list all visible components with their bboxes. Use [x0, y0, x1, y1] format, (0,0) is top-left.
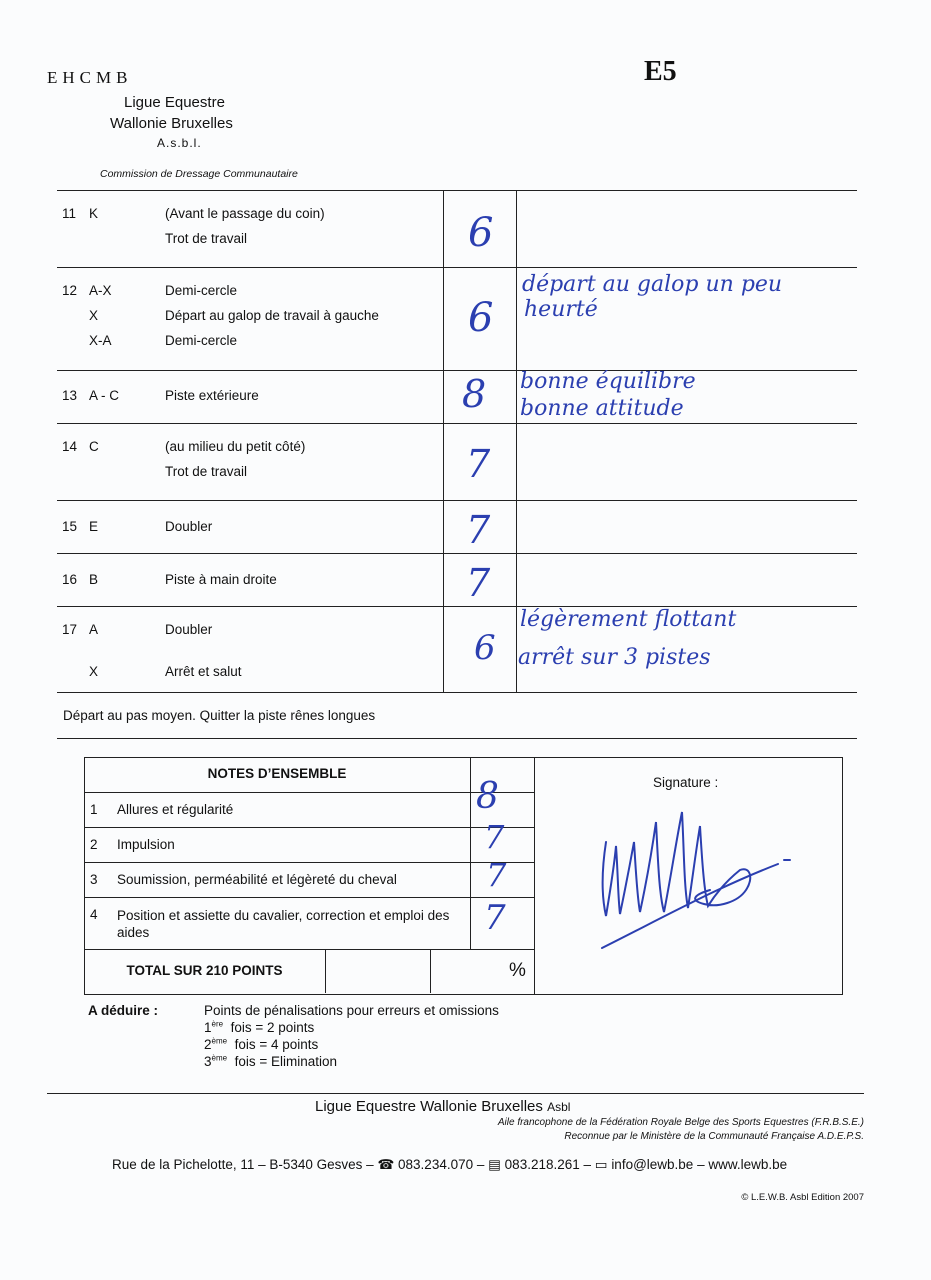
footer-copyright: © L.E.W.B. Asbl Edition 2007	[741, 1192, 864, 1203]
computer-icon: ▭	[594, 1157, 608, 1172]
row-divider	[57, 423, 857, 424]
movement-letters: A - C	[89, 388, 120, 403]
ensemble-divider	[84, 949, 534, 950]
movement-letters: A-X	[89, 283, 112, 298]
commission-label: Commission de Dressage Communautaire	[100, 168, 298, 180]
signature-label: Signature :	[653, 775, 719, 790]
movement-score[interactable]: 7	[466, 561, 491, 605]
ensemble-score[interactable]: 7	[486, 856, 507, 894]
ensemble-item-label: Impulsion	[117, 837, 175, 852]
movement-number: 11	[62, 206, 77, 221]
test-code: E5	[644, 56, 677, 87]
movement-letters: X	[89, 308, 99, 323]
judge-signature[interactable]	[592, 790, 802, 955]
movement-number: 17	[62, 622, 78, 637]
movement-number: 12	[62, 283, 78, 298]
movement-letters: E	[89, 519, 99, 534]
judge-comment[interactable]: légèrement flottant	[520, 607, 737, 632]
footer-org: Ligue Equestre Wallonie Bruxelles Asbl	[315, 1098, 571, 1115]
movement-letters: X	[89, 664, 99, 679]
footer-contact: Rue de la Pichelotte, 11 – B-5340 Gesves – ☎ 083.234.070 – ▤ 083.218.261 – ▭ info@lewb.be – www.lewb.be	[112, 1157, 788, 1172]
row-divider	[57, 370, 857, 371]
movement-text: Doubler	[165, 622, 213, 637]
phone-icon: ☎	[377, 1157, 395, 1172]
movement-score[interactable]: 6	[468, 210, 494, 256]
deduction-rule: 3ème fois = Elimination	[204, 1053, 338, 1069]
judge-comment[interactable]: heurté	[524, 297, 598, 322]
exit-instruction: Départ au pas moyen. Quitter la piste rênes longues	[63, 708, 376, 723]
movement-letters: K	[89, 206, 99, 221]
ensemble-divider	[84, 897, 534, 898]
row-divider	[57, 692, 857, 693]
row-divider	[57, 553, 857, 554]
footer-recognition: Reconnue par le Ministère de la Communauté Française A.D.E.P.S.	[564, 1131, 864, 1142]
ensemble-item-number: 3	[90, 872, 98, 887]
row-divider	[57, 267, 857, 268]
total-cell-divider	[325, 949, 326, 993]
score-column-right-border	[516, 190, 517, 692]
movement-text: Piste à main droite	[165, 572, 277, 587]
footer-affiliation: Aile francophone de la Fédération Royale Belge des Sports Equestres (F.R.B.S.E.)	[497, 1117, 864, 1128]
ensemble-divider	[84, 827, 534, 828]
movement-text: (au milieu du petit côté)	[165, 439, 306, 454]
movement-text: Doubler	[165, 519, 213, 534]
org-name-line1: Ligue Equestre	[124, 94, 225, 111]
ensemble-title: NOTES D’ENSEMBLE	[207, 766, 347, 781]
ensemble-divider	[84, 792, 534, 793]
movement-number: 14	[62, 439, 78, 454]
ensemble-item-number: 4	[90, 907, 98, 922]
ensemble-score[interactable]: 7	[484, 818, 505, 856]
exit-rule	[57, 738, 857, 739]
ensemble-item-number: 1	[90, 802, 98, 817]
ensemble-score-right-border	[534, 757, 535, 994]
movement-letters: B	[89, 572, 99, 587]
deduction-rule: 2ème fois = 4 points	[204, 1036, 319, 1052]
movement-score[interactable]: 6	[474, 628, 496, 668]
judge-comment[interactable]: bonne attitude	[520, 396, 684, 421]
movement-text: Demi-cercle	[165, 333, 238, 348]
org-code: EHCMB	[47, 68, 133, 87]
deductions-text: Points de pénalisations pour erreurs et omissions	[204, 1003, 499, 1018]
movement-letters: X-A	[89, 333, 112, 348]
ensemble-score[interactable]: 8	[476, 776, 499, 817]
ensemble-item-label: Position et assiette du cavalier, correction et emploi des aides	[117, 908, 450, 940]
movement-score[interactable]: 7	[466, 442, 491, 486]
fax-icon: ▤	[488, 1157, 501, 1172]
movement-text: Trot de travail	[165, 464, 248, 479]
deduction-rule: 1ère fois = 2 points	[204, 1019, 315, 1035]
contact-email-web[interactable]: info@lewb.be – www.lewb.be	[611, 1157, 788, 1172]
ensemble-item-label: Allures et régularité	[117, 802, 234, 817]
ensemble-score[interactable]: 7	[484, 898, 506, 938]
movement-text: Demi-cercle	[165, 283, 238, 298]
movement-number: 15	[62, 519, 78, 534]
movement-text: Piste extérieure	[165, 388, 259, 403]
ensemble-divider	[84, 862, 534, 863]
ensemble-item-number: 2	[90, 837, 98, 852]
ensemble-item-label: Soumission, perméabilité et légèreté du cheval	[117, 872, 397, 887]
row-divider	[57, 500, 857, 501]
total-cell-divider	[430, 949, 431, 993]
movement-text: (Avant le passage du coin)	[165, 206, 325, 221]
movement-text: Arrêt et salut	[165, 664, 242, 679]
org-form: A.s.b.l.	[157, 136, 202, 150]
percent-sign: %	[509, 960, 526, 981]
org-name-line2: Wallonie Bruxelles	[110, 115, 233, 132]
row-divider	[57, 606, 857, 607]
total-label: TOTAL SUR 210 POINTS	[126, 963, 283, 978]
ensemble-score-left-border	[470, 757, 471, 949]
movement-number: 16	[62, 572, 78, 587]
movement-score[interactable]: 6	[468, 295, 494, 341]
deductions-label: A déduire :	[88, 1003, 159, 1018]
score-column-left-border	[443, 190, 444, 692]
movement-letters: C	[89, 439, 99, 454]
movement-score[interactable]: 8	[462, 372, 487, 416]
table-top-rule	[57, 190, 857, 191]
judge-comment[interactable]: bonne équilibre	[520, 369, 696, 394]
judge-comment[interactable]: arrêt sur 3 pistes	[518, 645, 711, 670]
judge-comment[interactable]: départ au galop un peu	[522, 272, 783, 297]
movement-text: Trot de travail	[165, 231, 248, 246]
movement-score[interactable]: 7	[466, 508, 491, 552]
footer-rule	[47, 1093, 864, 1094]
movement-letters: A	[89, 622, 99, 637]
movement-text: Départ au galop de travail à gauche	[165, 308, 379, 323]
movement-number: 13	[62, 388, 78, 403]
